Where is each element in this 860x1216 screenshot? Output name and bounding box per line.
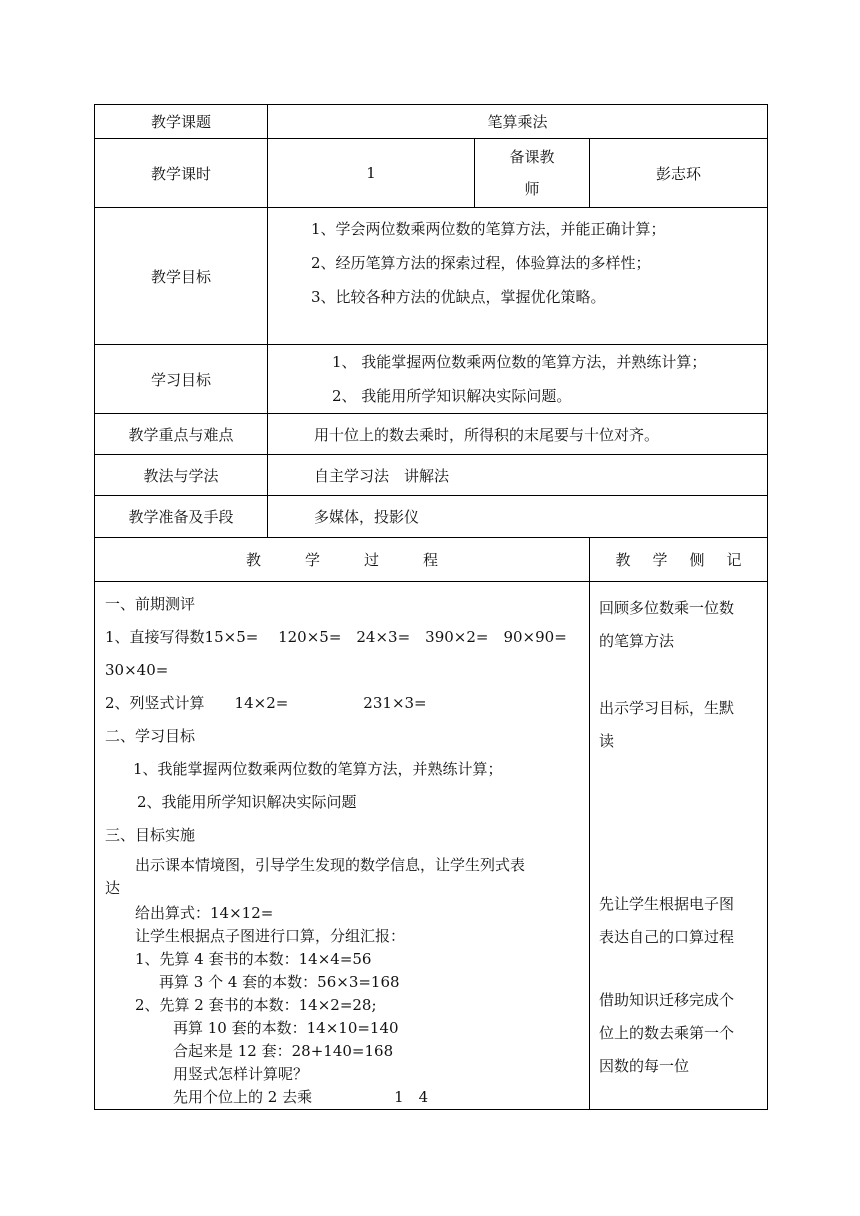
notes-header-char: 侧 bbox=[689, 551, 705, 569]
process-line: 2、我能用所学知识解决实际问题 bbox=[137, 793, 357, 811]
process-line: 再算 3 个 4 套的本数：56×3=168 bbox=[159, 973, 400, 991]
process-line: 1、直接写得数15×5= 120×5= 24×3= 390×2= 90×90= bbox=[105, 628, 567, 646]
section-title: 二、学习目标 bbox=[105, 727, 196, 745]
period-label: 教学课时 bbox=[95, 139, 268, 208]
note-line: 先让学生根据电子图 bbox=[599, 895, 735, 913]
methods-label: 教法与学法 bbox=[95, 455, 268, 496]
process-text: 先用个位上的 2 去乘 bbox=[173, 1088, 313, 1106]
process-line: 1、先算 4 套书的本数：14×4=56 bbox=[135, 950, 372, 968]
key-points-value: 用十位上的数去乘时，所得积的末尾要与十位对齐。 bbox=[268, 414, 768, 455]
lesson-plan-table bbox=[94, 104, 768, 1110]
process-line: 出示课本情境图，引导学生发现的数学信息，让学生列式表 bbox=[135, 856, 526, 874]
notes-header bbox=[590, 538, 768, 582]
row-preparation bbox=[95, 496, 768, 538]
learning-goals-list bbox=[268, 345, 768, 414]
note-line: 位上的数去乘第一个 bbox=[599, 1024, 735, 1042]
process-notes bbox=[590, 582, 768, 1110]
learning-goals-label: 学习目标 bbox=[95, 345, 268, 414]
process-line: 用竖式怎样计算呢？ bbox=[173, 1065, 309, 1083]
preparation-label: 教学准备及手段 bbox=[95, 496, 268, 538]
process-line: 2、先算 2 套书的本数：14×2=28; bbox=[135, 996, 377, 1014]
topic-label: 教学课题 bbox=[95, 105, 268, 139]
key-points-label: 教学重点与难点 bbox=[95, 414, 268, 455]
row-period bbox=[95, 139, 768, 208]
teacher-name: 彭志环 bbox=[590, 139, 768, 208]
note-line: 表达自己的口算过程 bbox=[599, 928, 735, 946]
notes-header-char: 教 bbox=[615, 551, 631, 569]
teaching-goals-list bbox=[268, 208, 768, 345]
note-line: 回顾多位数乘一位数 bbox=[599, 599, 735, 617]
learning-goal-item: 2、 我能用所学知识解决实际问题。 bbox=[332, 387, 572, 405]
teacher-label-line2: 师 bbox=[524, 180, 540, 198]
note-line: 借助知识迁移完成个 bbox=[599, 991, 735, 1009]
process-line: 再算 10 套的本数：14×10=140 bbox=[173, 1019, 399, 1037]
process-line: 1、我能掌握两位数乘两位数的笔算方法，并熟练计算； bbox=[133, 760, 503, 778]
process-line: 达 bbox=[105, 879, 121, 897]
period-value: 1 bbox=[268, 139, 475, 208]
notes-header-char: 记 bbox=[726, 551, 742, 569]
process-header-char: 程 bbox=[423, 551, 439, 569]
teaching-goals-label: 教学目标 bbox=[95, 208, 268, 345]
learning-goal-item: 1、 我能掌握两位数乘两位数的笔算方法，并熟练计算； bbox=[332, 353, 707, 371]
process-line: 给出算式：14×12= bbox=[135, 904, 274, 922]
process-line: 30×40= bbox=[105, 661, 169, 679]
process-header-char: 学 bbox=[304, 551, 320, 569]
process-line: 让学生根据点子图进行口算，分组汇报： bbox=[135, 927, 406, 945]
vertical-calc-digits: 1 4 bbox=[394, 1088, 429, 1106]
process-header bbox=[95, 538, 590, 582]
note-line: 读 bbox=[599, 732, 615, 750]
process-line bbox=[105, 1086, 581, 1109]
row-methods bbox=[95, 455, 768, 496]
row-process-body bbox=[95, 582, 768, 1110]
process-line: 2、列竖式计算 14×2= 231×3= bbox=[105, 694, 427, 712]
row-topic bbox=[95, 105, 768, 139]
teacher-label-line1: 备课教 bbox=[509, 148, 555, 166]
row-teaching-goals bbox=[95, 208, 768, 345]
topic-value: 笔算乘法 bbox=[268, 105, 768, 139]
teaching-goal-item: 3、比较各种方法的优缺点，掌握优化策略。 bbox=[311, 288, 606, 306]
section-title: 三、目标实施 bbox=[105, 826, 196, 844]
section-title: 一、前期测评 bbox=[105, 595, 196, 613]
process-header-char: 教 bbox=[245, 551, 261, 569]
teacher-label bbox=[475, 139, 590, 208]
note-line: 因数的每一位 bbox=[599, 1057, 690, 1075]
process-header-char: 过 bbox=[364, 551, 380, 569]
process-line: 合起来是 12 套：28+140=168 bbox=[173, 1042, 394, 1060]
teaching-goal-item: 2、经历笔算方法的探索过程，体验算法的多样性； bbox=[311, 254, 651, 272]
preparation-value: 多媒体，投影仪 bbox=[268, 496, 768, 538]
row-learning-goals bbox=[95, 345, 768, 414]
methods-value: 自主学习法 讲解法 bbox=[268, 455, 768, 496]
row-process-header bbox=[95, 538, 768, 582]
teaching-goal-item: 1、学会两位数乘两位数的笔算方法，并能正确计算； bbox=[311, 220, 666, 238]
row-key-points bbox=[95, 414, 768, 455]
note-line: 出示学习目标，生默 bbox=[599, 699, 735, 717]
notes-header-char: 学 bbox=[652, 551, 668, 569]
process-content bbox=[95, 582, 590, 1110]
note-line: 的笔算方法 bbox=[599, 632, 675, 650]
